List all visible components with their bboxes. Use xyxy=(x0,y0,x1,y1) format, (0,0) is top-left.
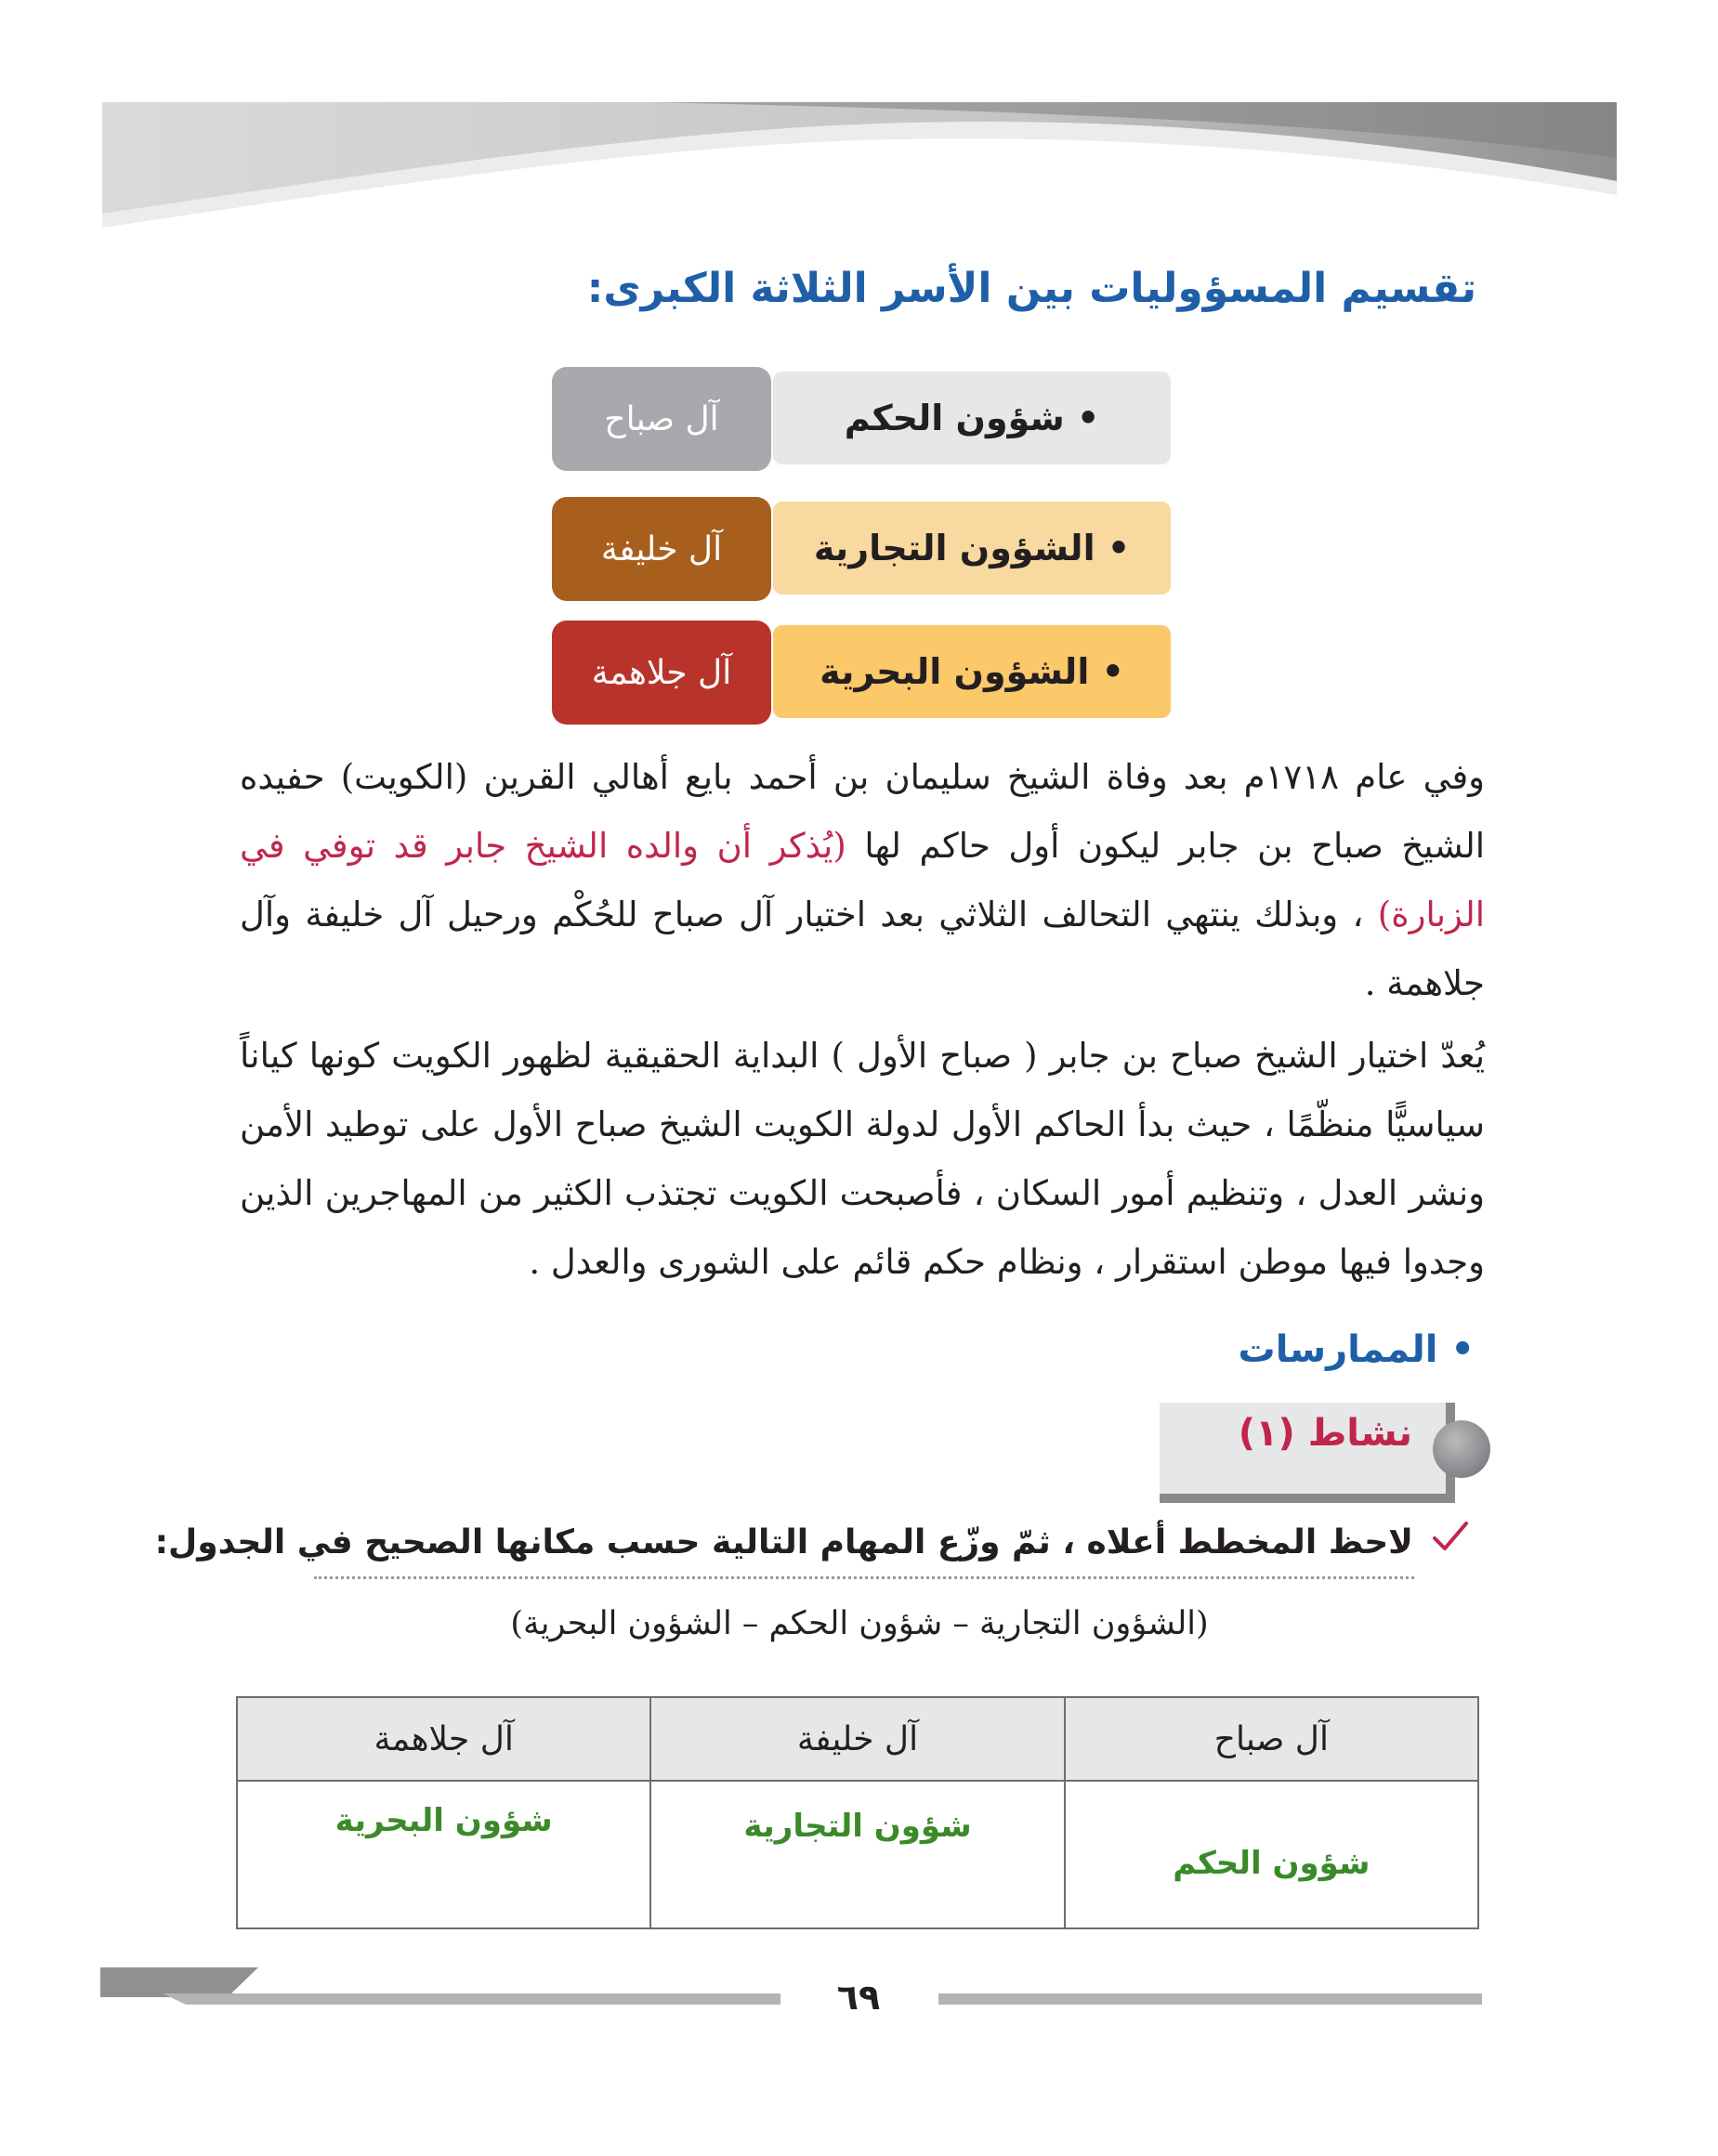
answer-table xyxy=(236,1696,1479,1929)
table-header-cell: آل جلاهمة xyxy=(237,1697,650,1781)
activity-bullet-icon xyxy=(1433,1420,1490,1478)
answer-cell[interactable]: شؤون الحكم xyxy=(1065,1781,1478,1928)
page-number: ٦٩ xyxy=(836,1977,881,2018)
table-header-row xyxy=(237,1697,1478,1781)
section-heading: تقسيم المسؤوليات بين الأسر الثلاثة الكبرى: xyxy=(586,265,1476,312)
task-options: (الشؤون التجارية – شؤون الحكم – الشؤون البحرية) xyxy=(510,1605,1209,1642)
answer-cell[interactable]: شؤون البحرية xyxy=(237,1781,650,1928)
responsibility-family: آل جلاهمة xyxy=(552,621,771,725)
paragraph-1 xyxy=(240,743,1485,1018)
table-header-cell: آل خليفة xyxy=(650,1697,1064,1781)
responsibility-task: • الشؤون التجارية xyxy=(773,502,1171,595)
instruction-text: لاحظ المخطط أعلاه ، ثمّ وزّع المهام التالية حسب مكانها الصحيح في الجدول: xyxy=(154,1523,1413,1561)
responsibility-task: • شؤون الحكم xyxy=(773,372,1171,464)
answer-cell[interactable]: شؤون التجارية xyxy=(650,1781,1064,1928)
responsibility-family: آل صباح xyxy=(552,367,771,471)
responsibility-family: آل خليفة xyxy=(552,497,771,601)
header-banner xyxy=(0,0,1718,242)
practices-heading: • الممارسات xyxy=(1238,1328,1475,1371)
instruction-underline xyxy=(314,1576,1414,1579)
paragraph-1-text-a: وفي عام ١٧١٨م بعد وفاة الشيخ سليمان بن أحمد بايع أهالي القرين (الكويت) حفيده الشيخ صباح بن جابر ليكون أول حاكم لها xyxy=(240,757,1486,866)
responsibility-task: • الشؤون البحرية xyxy=(773,625,1171,718)
paragraph-1-highlight: (يُذكر أن والده الشيخ جابر قد توفي في الزبارة) xyxy=(240,826,1485,934)
paragraph-1-text-b: ، وبذلك ينتهي التحالف الثلاثي بعد اختيار آل صباح للحُكْم ورحيل آل خليفة وآل جلاهمة . xyxy=(240,895,1485,1003)
table-header-cell: آل صباح xyxy=(1065,1697,1478,1781)
checkmark-icon xyxy=(1429,1516,1472,1559)
paragraph-2: يُعدّ اختيار الشيخ صباح بن جابر ( صباح الأول ) البداية الحقيقية لظهور الكويت كونها كياناً سياسيًّا منظّمًا ، حيث بدأ الحاكم الأول لدولة الكويت الشيخ صباح الأول على توطيد الأمن ونشر العدل ، وتنظيم أمور السكان ، فأصبحت الكويت تجتذب الكثير من المهاجرين الذين وجدوا فيها موطن استقرار ، ونظام حكم قائم على الشورى والعدل . xyxy=(240,1036,1485,1282)
table-row xyxy=(237,1781,1478,1928)
activity-title: نشاط (١) xyxy=(1238,1412,1412,1455)
